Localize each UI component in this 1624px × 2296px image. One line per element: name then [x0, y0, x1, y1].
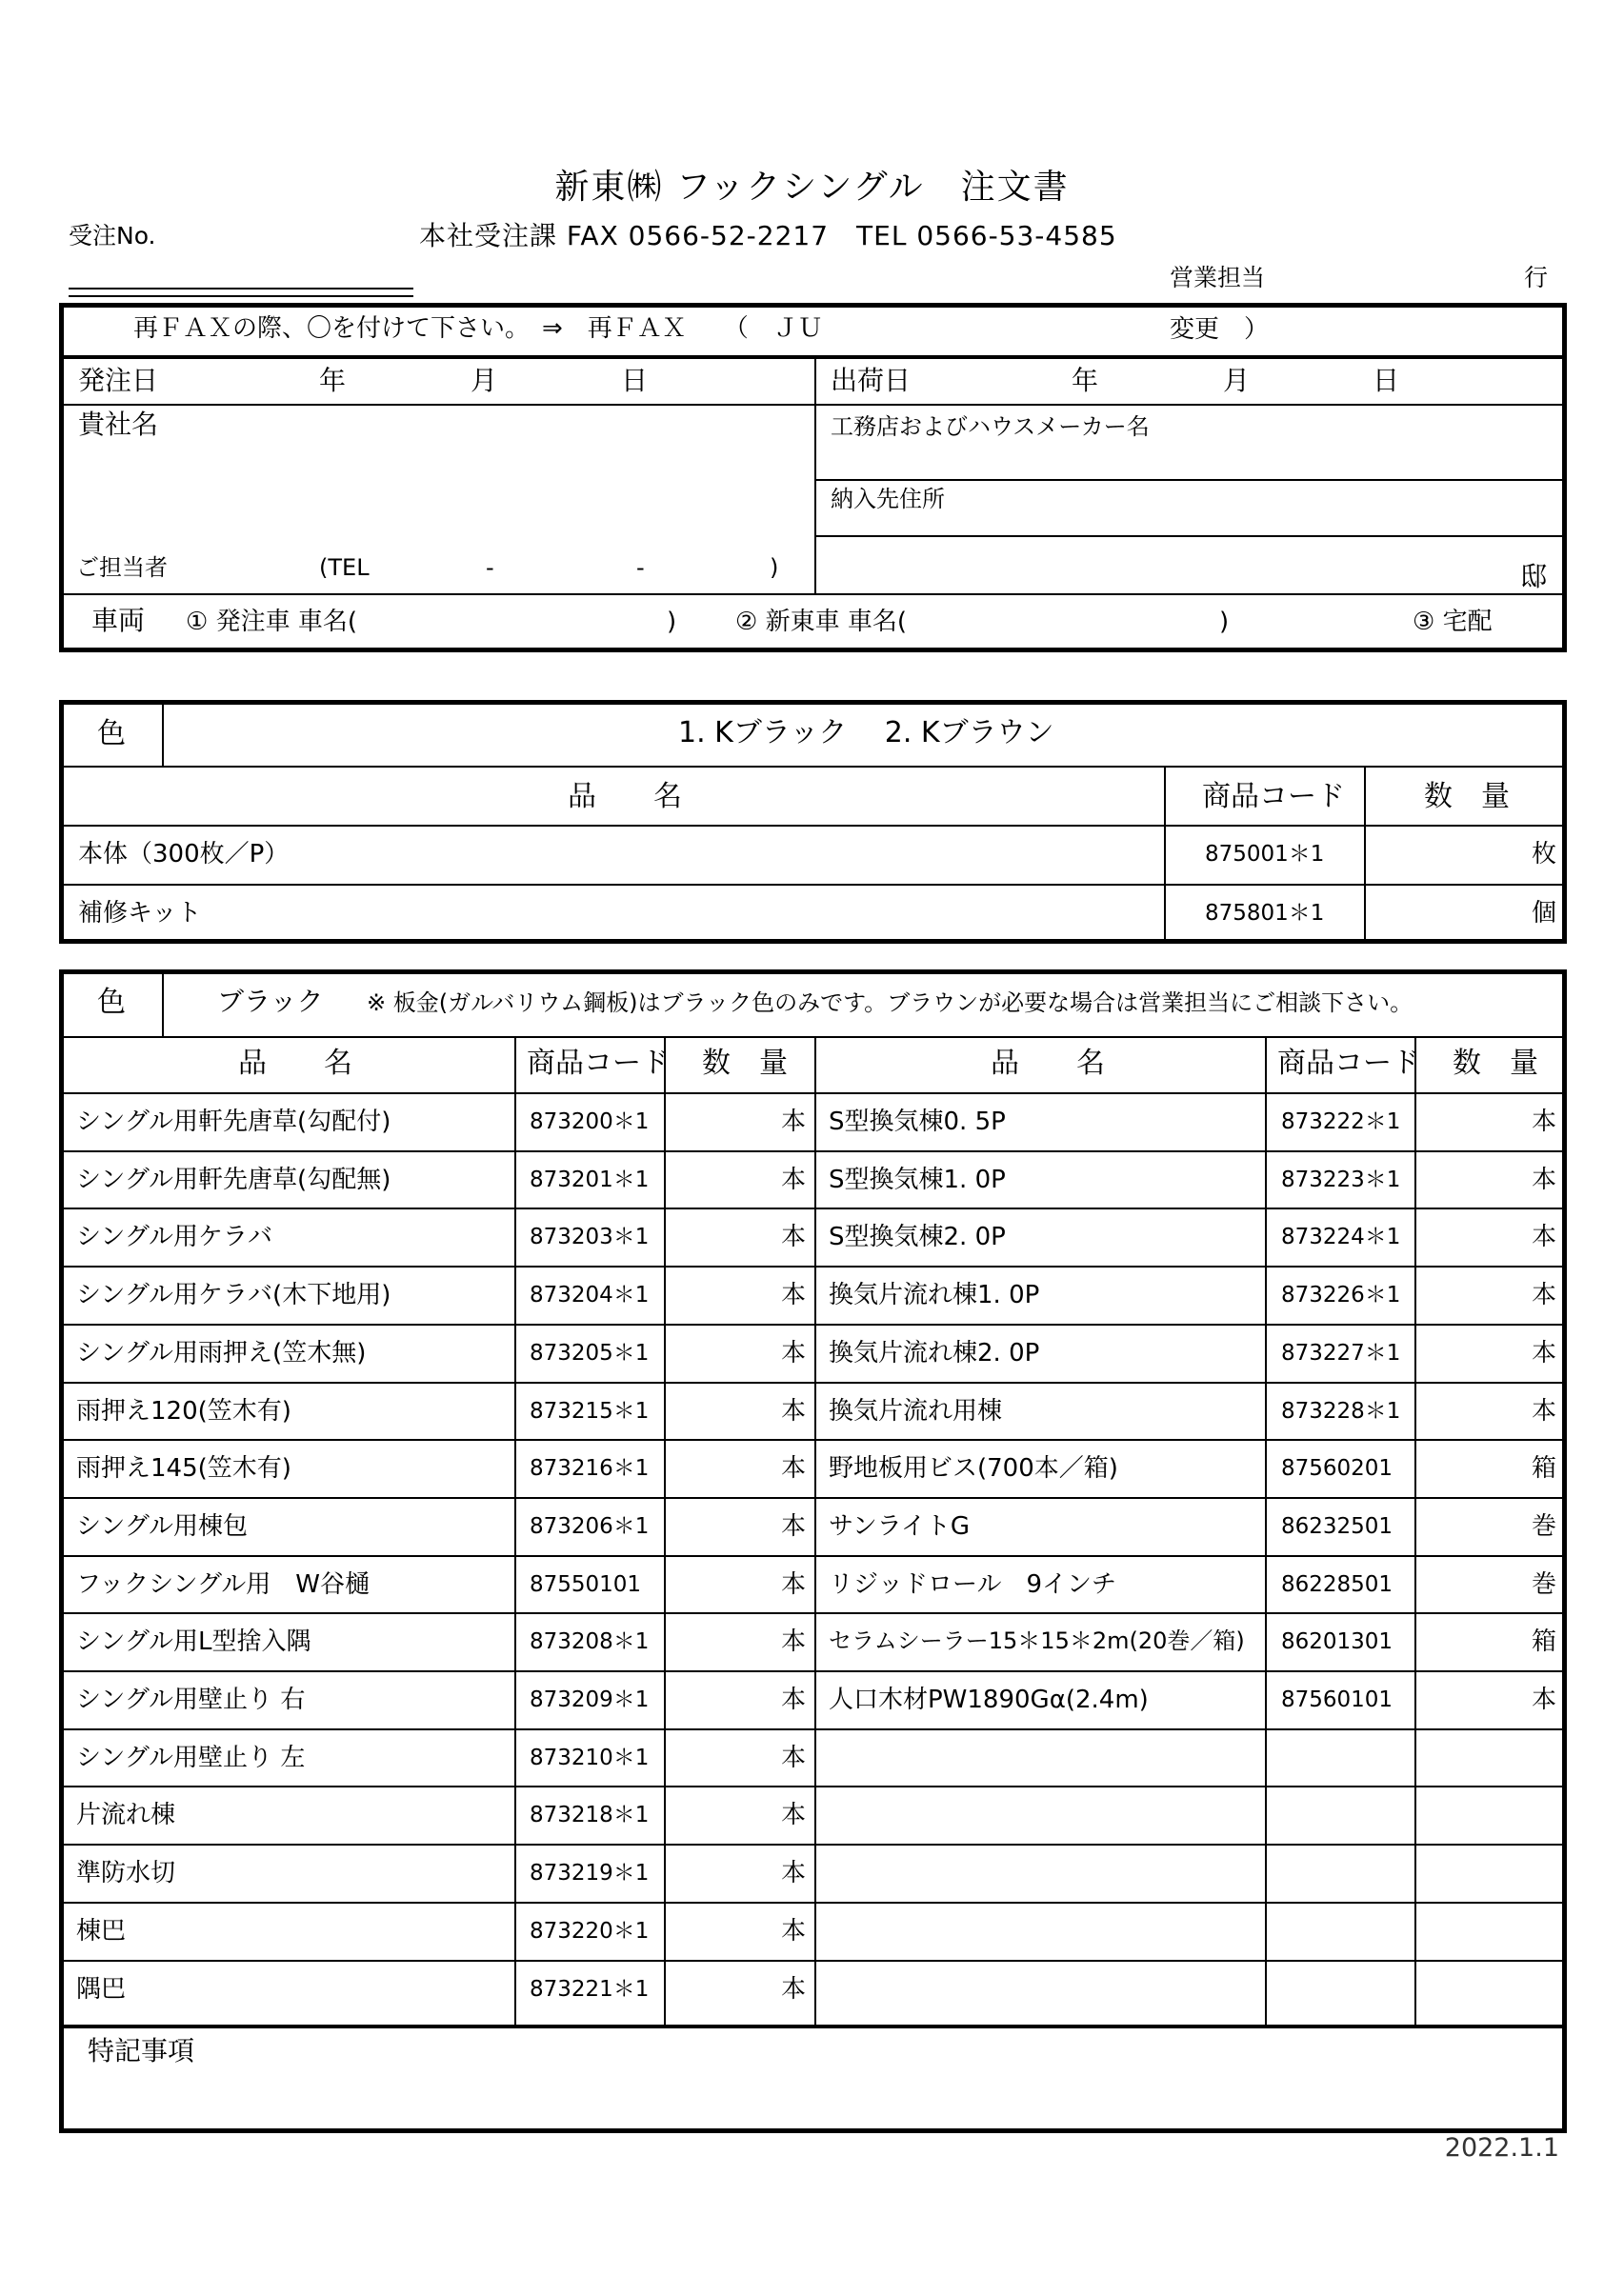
table2-left-code: 873220＊1: [530, 1919, 650, 1944]
divider: [59, 884, 1567, 886]
divider: [1364, 766, 1366, 944]
divider: [814, 535, 1567, 537]
sales-rep-label: 営業担当: [1170, 264, 1266, 291]
order-month: 月: [471, 365, 498, 396]
table1-row-code: 875001＊1: [1205, 842, 1325, 867]
tel-close: ): [770, 554, 779, 581]
table2-left-code: 873204＊1: [530, 1283, 650, 1308]
table2-right-unit: 本: [1532, 1223, 1557, 1251]
table2-right-name: セラムシーラー15＊15＊2m(20巻／箱): [829, 1627, 1245, 1654]
table2-right-name: 換気片流れ棟2. 0P: [829, 1339, 1040, 1368]
row-divider: [59, 1555, 1567, 1557]
table2-left-code: 873215＊1: [530, 1399, 650, 1424]
table2-right-unit: 箱: [1532, 1627, 1557, 1656]
builder-label: 工務店およびハウスメーカー名: [831, 413, 1150, 440]
table2-right-code: 873224＊1: [1281, 1225, 1401, 1249]
table2-right-code: 873227＊1: [1281, 1341, 1401, 1366]
table2-left-code: 873209＊1: [530, 1687, 650, 1712]
table2-left-unit: 本: [781, 1570, 807, 1599]
table2-left-unit: 本: [781, 1744, 807, 1772]
table2-right-code: 873228＊1: [1281, 1399, 1401, 1424]
vehicle-option-1: ① 発注車 車名(: [186, 608, 357, 636]
table2-right-unit: 本: [1532, 1166, 1557, 1194]
table2-header-name-left: 品 名: [238, 1047, 352, 1080]
table2-left-unit: 本: [781, 1859, 807, 1887]
table1-row-unit: 枚: [1532, 840, 1557, 868]
divider: [1265, 1036, 1267, 2025]
divider: [59, 1036, 1567, 1038]
table2-right-unit: 巻: [1532, 1512, 1557, 1541]
table2-left-code: 873201＊1: [530, 1168, 650, 1192]
row-divider: [59, 1844, 1567, 1846]
table2-left-name: シングル用ケラバ(木下地用): [76, 1281, 391, 1309]
table1-header-name: 品 名: [568, 780, 682, 813]
table2-left-unit: 本: [781, 1975, 807, 2004]
table2-left-unit: 本: [781, 1686, 807, 1714]
table2-left-code: 873216＊1: [530, 1456, 650, 1481]
tel-dash-1: -: [486, 554, 494, 581]
divider: [814, 1036, 816, 2025]
divider: [664, 1036, 666, 2025]
table2-color-value: ブラック: [217, 986, 324, 1017]
table2-left-name: シングル用雨押え(笠木無): [76, 1339, 367, 1368]
table1-row-name: 本体（300枚／P）: [78, 840, 290, 868]
table2-left-unit: 本: [781, 1166, 807, 1194]
table1-header-qty: 数 量: [1424, 780, 1510, 813]
table2-left-unit: 本: [781, 1281, 807, 1309]
table2-left-code: 873200＊1: [530, 1109, 650, 1134]
table2-left-name: 雨押え145(笠木有): [76, 1454, 291, 1483]
row-divider: [59, 1497, 1567, 1499]
table2-left-unit: 本: [781, 1339, 807, 1368]
table2-left-unit: 本: [781, 1397, 807, 1426]
table2-left-code: 873218＊1: [530, 1803, 650, 1827]
table2-right-unit: 本: [1532, 1397, 1557, 1426]
revision-date: 2022.1.1: [1444, 2133, 1559, 2163]
table2-right-unit: 巻: [1532, 1570, 1557, 1599]
table1-color-label: 色: [97, 717, 126, 750]
divider: [59, 404, 1567, 406]
table2-right-name: 人口木材PW1890Gα(2.4m): [829, 1686, 1149, 1714]
table2-left-unit: 本: [781, 1454, 807, 1483]
table2-left-name: シングル用棟包: [76, 1512, 249, 1541]
table1-row-code: 875801＊1: [1205, 901, 1325, 926]
table2-right-name: 換気片流れ用棟: [829, 1397, 1003, 1426]
remarks-label: 特記事項: [88, 2035, 195, 2066]
table2-left-name: 隅巴: [76, 1975, 127, 2004]
table2-left-name: シングル用ケラバ: [76, 1223, 273, 1251]
refax-note: 再ＦＡＸの際、〇を付けて下さい。 ⇒ 再ＦＡＸ （ ＪＵ: [133, 314, 823, 343]
table2-header-code-right: 商品コード: [1277, 1047, 1420, 1080]
table2-color-label: 色: [97, 986, 126, 1019]
divider: [59, 593, 1567, 595]
table2-right-code: 873222＊1: [1281, 1109, 1401, 1134]
table2-left-name: 棟巴: [76, 1917, 127, 1946]
table2-header-code-left: 商品コード: [527, 1047, 670, 1080]
order-number-underline-2: [69, 295, 413, 297]
divider: [59, 825, 1567, 827]
ship-month: 月: [1223, 365, 1251, 396]
tel-open: (TEL: [319, 554, 370, 581]
row-divider: [59, 1728, 1567, 1730]
table1-header-code: 商品コード: [1202, 780, 1345, 813]
table2-left-name: シングル用軒先唐草(勾配無): [76, 1166, 391, 1194]
table2-right-code: 86201301: [1281, 1629, 1393, 1654]
table2-left-name: フックシングル用 W谷樋: [76, 1570, 370, 1599]
table2-header-qty-left: 数 量: [702, 1047, 788, 1080]
table2-right-unit: 本: [1532, 1339, 1557, 1368]
row-divider: [59, 1324, 1567, 1326]
row-divider: [59, 1902, 1567, 1904]
contact-label: ご担当者: [76, 554, 168, 581]
table2-right-name: S型換気棟2. 0P: [829, 1223, 1006, 1251]
table2-header-name-right: 品 名: [991, 1047, 1105, 1080]
row-divider: [59, 1960, 1567, 1962]
row-divider: [59, 1266, 1567, 1268]
divider: [814, 479, 1567, 481]
table2-right-code: 87560201: [1281, 1456, 1393, 1481]
divider: [514, 1036, 516, 2025]
table1-colors: 1. Kブラック 2. Kブラウン: [678, 716, 1054, 749]
table2-left-name: 雨押え120(笠木有): [76, 1397, 291, 1426]
row-divider: [59, 1208, 1567, 1209]
vehicle-option-2: ② 新東車 車名(: [735, 608, 907, 636]
table2-right-code: 873226＊1: [1281, 1283, 1401, 1308]
order-number-underline: [69, 288, 413, 289]
table2-left-unit: 本: [781, 1512, 807, 1541]
table2-right-name: S型換気棟0. 5P: [829, 1108, 1006, 1136]
divider: [59, 1092, 1567, 1094]
table2-right-name: 野地板用ビス(700本／箱): [829, 1454, 1118, 1483]
row-divider: [59, 1670, 1567, 1672]
vehicle-option-2-close: ): [1219, 608, 1230, 636]
order-number-label: 受注No.: [69, 222, 156, 250]
divider: [162, 700, 164, 766]
table2-left-name: 片流れ棟: [76, 1801, 176, 1829]
table2-left-unit: 本: [781, 1801, 807, 1829]
table2-right-unit: 箱: [1532, 1454, 1557, 1483]
table1-row-name: 補修キット: [78, 899, 202, 928]
row-divider: [59, 1382, 1567, 1384]
delivery-label: 納入先住所: [831, 486, 945, 512]
tel-dash-2: -: [636, 554, 645, 581]
table2-left-name: シングル用壁止り 左: [76, 1744, 306, 1772]
divider: [59, 2025, 1567, 2028]
table2-left-unit: 本: [781, 1223, 807, 1251]
table2-left-code: 873210＊1: [530, 1746, 650, 1770]
order-day: 日: [621, 365, 649, 396]
table2-right-unit: 本: [1532, 1686, 1557, 1714]
ship-day: 日: [1373, 365, 1400, 396]
table2-left-code: 873205＊1: [530, 1341, 650, 1366]
divider: [59, 766, 1567, 768]
vehicle-label: 車両: [91, 605, 146, 636]
table2-right-code: 87560101: [1281, 1687, 1393, 1712]
order-year: 年: [319, 365, 347, 396]
order-date-label: 発注日: [78, 365, 159, 396]
table2-right-name: S型換気棟1. 0P: [829, 1166, 1006, 1194]
table2-right-unit: 本: [1532, 1108, 1557, 1136]
divider: [59, 355, 1567, 359]
accessory-table: [59, 969, 1567, 2133]
ship-date-label: 出荷日: [831, 365, 912, 396]
department-contact: 本社受注課 FAX 0566-52-2217 TEL 0566-53-4585: [419, 220, 1117, 251]
table2-left-name: シングル用軒先唐草(勾配付): [76, 1108, 391, 1136]
divider: [814, 355, 816, 593]
table2-left-name: シングル用L型捨入隅: [76, 1627, 311, 1656]
divider: [1164, 766, 1166, 944]
table2-right-unit: 本: [1532, 1281, 1557, 1309]
table2-left-code: 87550101: [530, 1572, 642, 1597]
company-label: 貴社名: [78, 409, 159, 440]
table2-right-name: リジッドロール 9インチ: [829, 1570, 1117, 1599]
table2-left-unit: 本: [781, 1627, 807, 1656]
vehicle-option-3: ③ 宅配: [1413, 608, 1493, 636]
table2-left-code: 873208＊1: [530, 1629, 650, 1654]
table2-left-code: 873203＊1: [530, 1225, 650, 1249]
table2-right-name: サンライトG: [829, 1512, 971, 1541]
table2-right-name: 換気片流れ棟1. 0P: [829, 1281, 1040, 1309]
table2-note: ※ 板金(ガルバリウム鋼板)はブラック色のみです。ブラウンが必要な場合は営業担当にご相談下さい。: [367, 989, 1413, 1016]
row-divider: [59, 1439, 1567, 1441]
ship-year: 年: [1072, 365, 1099, 396]
to-suffix: 行: [1524, 264, 1549, 291]
table2-left-code: 873221＊1: [530, 1977, 650, 2002]
change-label: 変更 ）: [1170, 315, 1270, 344]
divider: [1414, 1036, 1416, 2025]
table2-right-code: 86232501: [1281, 1514, 1393, 1539]
table1-row-unit: 個: [1532, 899, 1557, 928]
document-title: 新東㈱ フックシングル 注文書: [554, 168, 1070, 207]
residence-suffix: 邸: [1520, 561, 1548, 592]
table2-header-qty-right: 数 量: [1453, 1047, 1538, 1080]
row-divider: [59, 1786, 1567, 1787]
table2-right-code: 873223＊1: [1281, 1168, 1401, 1192]
table2-left-unit: 本: [781, 1108, 807, 1136]
divider: [162, 969, 164, 1036]
table2-right-code: 86228501: [1281, 1572, 1393, 1597]
table2-left-code: 873206＊1: [530, 1514, 650, 1539]
table2-left-name: シングル用壁止り 右: [76, 1686, 306, 1714]
table2-left-unit: 本: [781, 1917, 807, 1946]
row-divider: [59, 1612, 1567, 1614]
table2-left-name: 準防水切: [76, 1859, 176, 1887]
table2-left-code: 873219＊1: [530, 1861, 650, 1886]
vehicle-option-1-close: ): [667, 608, 677, 636]
row-divider: [59, 1150, 1567, 1152]
